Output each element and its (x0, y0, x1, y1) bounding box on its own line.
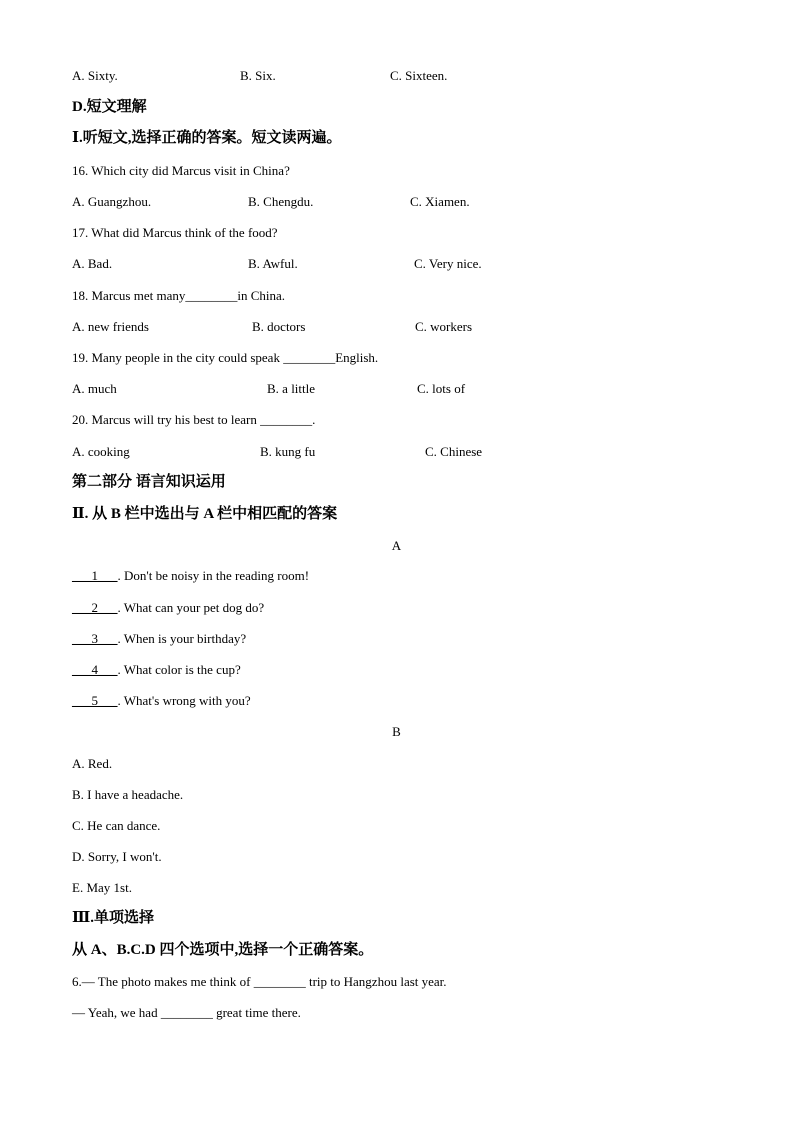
q15-option-b: B. Six. (240, 68, 276, 83)
q18-option-b: B. doctors (252, 319, 306, 334)
matching-a-item-2 (72, 600, 264, 616)
section-d-heading: D.短文理解 (72, 99, 147, 115)
matching-a-item-3 (72, 631, 246, 647)
q15-option-c: C. Sixteen. (390, 68, 448, 83)
q17-option-a: A. Bad. (72, 256, 113, 271)
q18-option-a: A. new friends (72, 319, 149, 334)
q19-option-a: A. much (72, 381, 117, 396)
q17-option-c: C. Very nice. (414, 256, 482, 271)
matching-a-item-4 (72, 662, 241, 678)
q20-option-c: C. Chinese (425, 444, 483, 459)
question-6-line-2: — Yeah, we had ________ great time there. (72, 1005, 301, 1020)
answer-blank[interactable]: ___3___ (72, 631, 118, 646)
section-iii-instruction: 从 A、B.C.D 四个选项中,选择一个正确答案。 (72, 942, 374, 958)
q18-option-c: C. workers (415, 319, 473, 334)
q19-option-b: B. a little (267, 381, 316, 396)
matching-b-item-e: E. May 1st. (72, 880, 132, 895)
question-6-line-1: 6.— The photo makes me think of ________ trip to Hangzhou last year. (72, 974, 447, 989)
section-iii-heading: Ⅲ.单项选择 (72, 910, 155, 926)
matching-a-text: . What can your pet dog do? (117, 600, 265, 615)
column-a-label: A (391, 538, 402, 553)
q16-option-c: C. Xiamen. (410, 194, 470, 209)
question-17: 17. What did Marcus think of the food? (72, 225, 278, 240)
matching-a-text: . Don't be noisy in the reading room! (117, 568, 310, 583)
matching-a-item-1 (72, 568, 309, 584)
question-18: 18. Marcus met many________in China. (72, 288, 286, 303)
q17-option-b: B. Awful. (248, 256, 298, 271)
section-ii-heading: Ⅱ. 从 B 栏中选出与 A 栏中相匹配的答案 (72, 506, 338, 522)
q15-option-a: A. Sixty. (72, 68, 118, 83)
answer-blank[interactable]: ___2___ (72, 600, 118, 615)
answer-blank[interactable]: ___1___ (72, 568, 118, 583)
matching-a-item-5 (72, 693, 251, 709)
matching-a-text: . What's wrong with you? (117, 693, 251, 708)
q19-option-c: C. lots of (417, 381, 466, 396)
question-20: 20. Marcus will try his best to learn ________. (72, 412, 316, 427)
q16-option-b: B. Chengdu. (248, 194, 314, 209)
matching-b-item-d: D. Sorry, I won't. (72, 849, 162, 864)
answer-blank[interactable]: ___4___ (72, 662, 118, 677)
question-16: 16. Which city did Marcus visit in China? (72, 163, 290, 178)
answer-blank[interactable]: ___5___ (72, 693, 118, 708)
matching-b-item-a: A. Red. (72, 756, 113, 771)
matching-a-text: . What color is the cup? (117, 662, 241, 677)
question-19: 19. Many people in the city could speak ________English. (72, 350, 379, 365)
matching-b-item-b: B. I have a headache. (72, 787, 184, 802)
q16-option-a: A. Guangzhou. (72, 194, 152, 209)
column-b-label: B (392, 724, 401, 739)
part-2-heading: 第二部分 语言知识运用 (72, 474, 226, 490)
q20-option-b: B. kung fu (260, 444, 316, 459)
matching-b-item-c: C. He can dance. (72, 818, 161, 833)
section-d-instruction: Ⅰ.听短文,选择正确的答案。短文读两遍。 (72, 130, 342, 146)
q20-option-a: A. cooking (72, 444, 130, 459)
matching-a-text: . When is your birthday? (117, 631, 247, 646)
